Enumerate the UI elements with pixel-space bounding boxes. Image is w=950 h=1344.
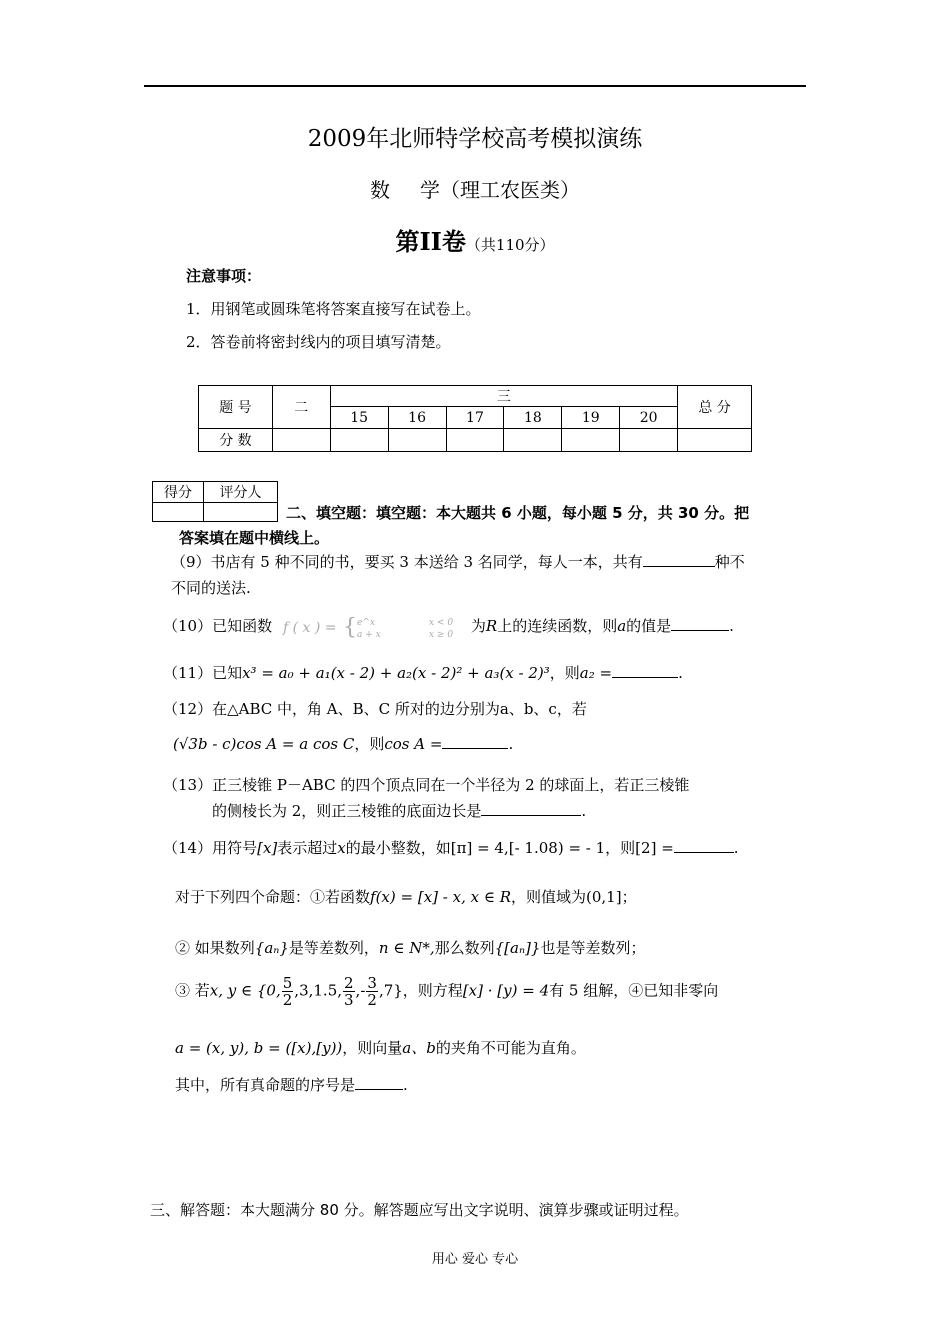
q14-prop1-range: (0,1] [586,888,622,906]
q14-prop4 [175,1037,586,1058]
notice-item-1: 1．用钢笔或圆珠笔将答案直接写在试卷上。 [186,300,481,318]
q14-prop2 [175,937,645,958]
score-table-col-total: 总 分 [678,386,752,429]
q10-piecewise-formula-image [279,614,469,640]
section2-heading-cont: 答案填在题中横线上。 [179,529,330,547]
q10-suffix2: 的值是 [626,617,672,635]
frac-den: 3 [344,991,354,1009]
q14-final-answer-blank[interactable] [355,1074,403,1090]
q12-cosA: cos A = [384,735,443,753]
q9-text: （9）书店有 5 种不同的书，要买 3 本送给 3 名同学，每人一本，共有 [171,553,643,571]
notice-item-2: 2．答卷前将密封线内的项目填写清楚。 [186,333,451,351]
q14-prefix: （14）用符号 [163,839,258,857]
q14-prop1-end: ，则值域为 [511,888,587,906]
volume-label: 第II卷 [395,227,466,256]
q11-line [163,662,683,683]
top-rule [144,85,806,87]
score-table-sub-col: 18 [504,407,562,429]
score-cell[interactable] [562,429,620,452]
q14-frac-three-halves [366,975,378,1008]
svg-text:x < 0: x < 0 [428,618,453,628]
q11-a2: a₂ = [579,664,613,682]
score-cell[interactable] [504,429,562,452]
section2-heading: 二、填空题：填空题：本大题共 6 小题，每小题 5 分，共 30 分。把 [286,504,750,522]
q14-prop3-c: 有 5 组解，④已知非零向 [549,981,719,1000]
frac-den: 2 [367,991,377,1009]
score-cell[interactable] [330,429,388,452]
q14-prop3 [175,975,718,1008]
q14-prop1-semicolon: ； [621,888,637,906]
q14-prop2-seq2: {[aₙ]} [494,939,541,957]
q12-line2 [173,733,513,754]
score-table [198,385,752,452]
q10-R: R [485,617,498,635]
score-cell[interactable] [446,429,504,452]
score-table-header-label: 题 号 [199,386,273,429]
q11-mid: ，则 [549,664,580,682]
score-cell[interactable] [678,429,752,452]
q14-prop4-b: 的夹角不可能为直角。 [435,1039,586,1057]
q9-answer-blank[interactable] [643,551,715,567]
q12-formula: (√3b - c)cos A = a cos C [173,735,355,753]
q12-mid: ，则 [354,735,385,753]
grader-name-cell[interactable] [204,503,278,522]
q14-prop2-d: 也是等差数列； [540,939,646,957]
q14-final-text: 其中，所有真命题的序号是 [175,1076,356,1094]
q9-line1 [171,551,745,572]
q14-mid2: 的最小整数，如 [345,839,451,857]
q14-prop2-n: n ∈ N*, [378,939,435,957]
q14-prop4-vectors: a = (x, y), b = ([x),[y)) [175,1039,343,1057]
score-table-sub-col: 19 [562,407,620,429]
q10-suffix: 上的连续函数，则 [497,617,618,635]
q10-answer-blank[interactable] [671,615,729,631]
q14-final [175,1074,408,1095]
q9-text-end: 种不 [714,553,745,571]
frac-num: 3 [367,974,377,992]
q14-prop4-ab: a、b [402,1039,436,1057]
grader-score-cell[interactable] [153,503,204,522]
score-table-col-three: 三 [330,386,677,407]
q13-answer-blank[interactable] [481,800,581,816]
q11-end: . [678,664,683,682]
q14-prop2-a: ② 如果数列 [175,939,255,957]
frac-num: 2 [344,974,354,992]
score-cell[interactable] [620,429,678,452]
exam-subject [0,174,950,203]
q10-end: . [729,617,734,635]
q14-prop1 [175,886,637,907]
section3-heading: 三、解答题：本大题满分 80 分。解答题应写出文字说明、演算步骤或证明过程。 [150,1201,689,1219]
q10-a: a [617,617,627,635]
q14-prop3-set-end: ,7} [378,981,403,1000]
q14-props-intro: 对于下列四个命题：①若函数 [175,888,371,906]
q14-prop3-set-start: x, y ∈ {0, [209,981,281,1000]
q14-symbol: [x] [257,839,278,857]
q13-text: 的侧棱长为 2，则正三棱锥的底面边长是 [212,802,482,820]
q14-x: x [337,839,346,857]
q14-prop2-seq: {aₙ} [254,939,289,957]
svg-text:e^x: e^x [356,618,375,628]
q14-example: [π] = 4,[- 1.08) = - 1 [450,839,606,857]
notice-heading: 注意事项： [186,267,262,285]
q14-mid: 表示超过 [277,839,338,857]
svg-text:x ≥ 0: x ≥ 0 [428,630,453,640]
score-table-sub-col: 15 [330,407,388,429]
q14-prop3-a: ③ 若 [175,981,210,1000]
q14-prop1-formula: f(x) = [x] - x, x ∈ R [370,888,511,906]
page-footer: 用心 爱心 专心 [431,1252,519,1267]
q12-end: . [508,735,514,753]
svg-text:f ( x ) =: f ( x ) = [282,620,337,636]
score-table-row-label: 分 数 [199,429,273,452]
q12-line1 [163,698,587,719]
score-table-col-two: 二 [272,386,330,429]
grader-name-label: 评分人 [204,482,278,503]
grader-box [152,481,278,522]
q14-prop3-set-mid2: ,- [355,981,366,1000]
q11-prefix: （11）已知 [163,664,243,682]
q14-prop3-set-mid: ,3,1.5, [294,981,342,1000]
q14-prop2-c: 那么数列 [434,939,495,957]
q14-prop2-b: 是等差数列， [288,939,379,957]
q13-line2 [212,800,586,821]
score-cell[interactable] [272,429,330,452]
grader-score-label: 得分 [153,482,204,503]
q11-formula: x³ = a₀ + a₁(x - 2) + a₂(x - 2)² + a₃(x - 2)³ [242,664,550,682]
q14-line [163,837,739,858]
score-table-sub-col: 17 [446,407,504,429]
q14-prop4-a: ，则向量 [342,1039,403,1057]
score-table-sub-col: 16 [388,407,446,429]
q10-line [163,614,734,640]
exam-title: 2009年北师特学校高考模拟演练 [307,126,643,152]
q13-line1: （13）正三棱锥 P－ABC 的四个顶点同在一个半径为 2 的球面上，若正三棱锥 [163,776,690,794]
volume-note: （共110分） [465,236,555,254]
svg-text:{: { [342,615,357,640]
q11-answer-blank[interactable] [612,662,678,678]
q14-answer-blank[interactable] [674,837,734,853]
q12-text: （12）在△ABC 中，角 A、B、C 所对的边分别为 [163,700,500,718]
q14-frac-two-thirds [343,975,355,1008]
q10-mid: 为 [470,617,486,635]
score-cell[interactable] [388,429,446,452]
frac-num: 5 [282,974,293,992]
q13-end: . [581,802,587,820]
score-table-sub-col: 20 [620,407,678,429]
q14-frac-five-halves [282,975,294,1008]
q10-prefix: （10）已知函数 [163,617,273,635]
frac-den: 2 [282,991,293,1009]
subject-rest: 学（理工农医类） [420,178,580,202]
svg-text:a + x: a + x [356,630,381,640]
subject-char-1: 数 [370,178,390,202]
q14-end: . [733,839,739,857]
q9-line2: 不同的送法. [171,579,251,597]
q14-prop3-b: ，则方程 [402,981,463,1000]
q12-vars: a、b、c，若 [499,700,587,718]
q14-prop3-eq: [x] · [y) = 4 [462,981,550,1000]
q14-final-end: . [403,1076,408,1094]
q12-answer-blank[interactable] [442,733,508,749]
q14-mid3: ，则[2] = [605,839,674,857]
volume-heading [0,222,950,257]
